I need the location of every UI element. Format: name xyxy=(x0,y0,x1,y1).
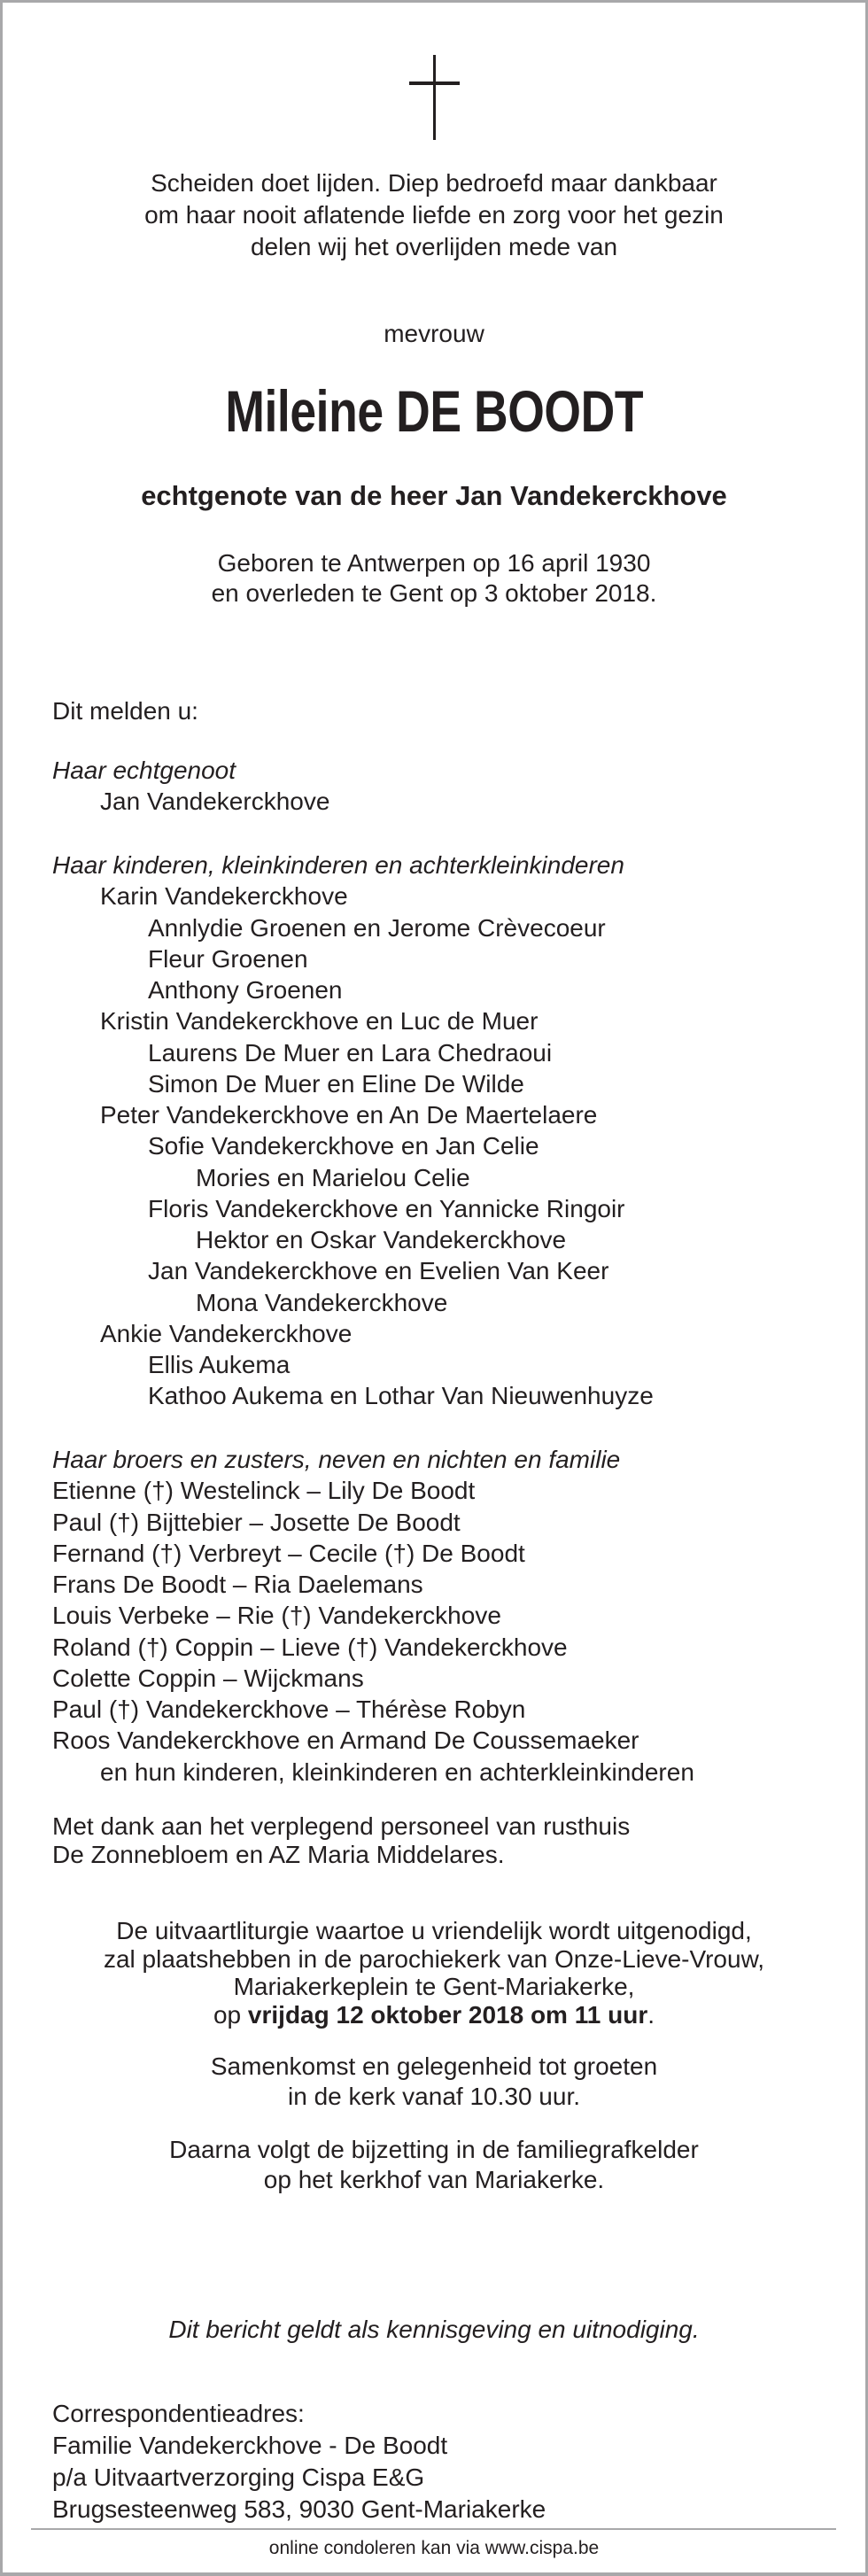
family-list xyxy=(52,1475,694,1756)
burial-line: Daarna volgt de bijzetting in de familiegrafkelder xyxy=(169,2136,699,2163)
grandchild-entry: Laurens De Muer en Lara Chedraoui xyxy=(148,1038,553,1067)
date-prefix: op xyxy=(213,2000,248,2029)
grandchild-entry: Simon De Muer en Eline De Wilde xyxy=(148,1069,524,1098)
grandchild-entry: Floris Vandekerckhove en Yannicke Ringoir xyxy=(148,1194,625,1222)
funeral-line: zal plaatshebben in de parochiekerk van Onze-Lieve-Vrouw, xyxy=(103,1944,765,1973)
grandchild-entry: Fleur Groenen xyxy=(148,944,308,973)
thanks-line: De Zonnebloem en AZ Maria Middelares. xyxy=(52,1840,505,1868)
family-entry: Paul (†) Vandekerckhove – Thérèse Robyn xyxy=(52,1695,526,1723)
deceased-name-text: Mileine DE BOODT xyxy=(225,378,643,444)
funeral-info xyxy=(0,1917,868,2029)
spouse-line: echtgenote van de heer Jan Vandekerckhove xyxy=(141,480,727,511)
address-line: Brugsesteenweg 583, 9030 Gent-Mariakerke xyxy=(52,2495,546,2523)
burial-line: op het kerkhof van Mariakerke. xyxy=(263,2166,605,2193)
burial-info xyxy=(0,2135,868,2195)
announce xyxy=(52,695,198,726)
child-entry: Kristin Vandekerckhove en Luc de Muer xyxy=(100,1007,539,1036)
descendants-list xyxy=(52,881,654,1411)
date-suffix: . xyxy=(647,2000,655,2029)
family-entry: Paul (†) Bijttebier – Josette De Boodt xyxy=(52,1508,461,1536)
family-section xyxy=(52,1444,694,1788)
child-entry: Peter Vandekerckhove en An De Maertelaere xyxy=(100,1101,598,1129)
family-entry: Roland (†) Coppin – Lieve (†) Vandekerckhove xyxy=(52,1633,568,1661)
funeral-line: De uitvaartliturgie waartoe u vriendelijk wordt uitgenodigd, xyxy=(116,1917,752,1944)
thanks xyxy=(52,1812,630,1868)
funeral-date-line xyxy=(0,2001,868,2029)
great-grandchild-entry: Mona Vandekerckhove xyxy=(196,1288,448,1316)
grandchild-entry: Jan Vandekerckhove en Evelien Van Keer xyxy=(148,1257,609,1285)
grandchild-entry: Annlydie Groenen en Jerome Crèvecoeur xyxy=(148,913,606,942)
birth-line: Geboren te Antwerpen op 16 april 1930 xyxy=(217,549,651,577)
child-entry: Karin Vandekerckhove xyxy=(100,882,348,911)
spouse-name: Jan Vandekerckhove xyxy=(100,788,330,816)
grandchild-entry: Anthony Groenen xyxy=(148,976,343,1004)
great-grandchild-entry: Mories en Marielou Celie xyxy=(196,1163,470,1191)
death-line: en overleden te Gent op 3 oktober 2018. xyxy=(211,579,657,607)
family-entry: Etienne (†) Westelinck – Lily De Boodt xyxy=(52,1477,476,1505)
section-heading: Haar kinderen, kleinkinderen en achterkleinkinderen xyxy=(52,851,624,879)
thanks-line: Met dank aan het verplegend personeel van rusthuis xyxy=(52,1812,631,1840)
footer-divider xyxy=(31,2528,836,2530)
spouse-section xyxy=(52,755,329,818)
address-line: Familie Vandekerckhove - De Boodt xyxy=(52,2432,448,2459)
intro-line: Scheiden doet lijden. Diep bedroefd maar dankbaar xyxy=(151,169,717,197)
family-entry: Roos Vandekerckhove en Armand De Coussemaeker xyxy=(52,1726,639,1755)
intro-text xyxy=(0,167,868,263)
birth-death xyxy=(0,548,868,609)
family-entry: Frans De Boodt – Ria Daelemans xyxy=(52,1571,423,1598)
cross-horizontal-bar xyxy=(409,81,460,85)
funeral-line: Mariakerkeplein te Gent-Mariakerke, xyxy=(233,1973,635,2000)
funeral-date: vrijdag 12 oktober 2018 om 11 uur xyxy=(247,2000,648,2029)
title-prefix-text: mevrouw xyxy=(384,320,484,347)
great-grandchild-entry: Hektor en Oskar Vandekerckhove xyxy=(196,1226,567,1253)
family-entry: Colette Coppin – Wijckmans xyxy=(52,1664,364,1692)
children-section xyxy=(52,850,654,1412)
section-heading: Haar broers en zusters, neven en nichten en familie xyxy=(52,1446,621,1473)
notice-text: Dit bericht geldt als kennisgeving en uitnodiging. xyxy=(168,2316,700,2343)
intro-line: om haar nooit aflatende liefde en zorg voor het gezin xyxy=(144,201,724,229)
address-line: Correspondentieadres: xyxy=(52,2400,305,2427)
section-heading: Haar echtgenoot xyxy=(52,757,236,784)
family-entry: Fernand (†) Verbreyt – Cecile (†) De Boodt xyxy=(52,1539,525,1567)
family-entry: Louis Verbeke – Rie (†) Vandekerckhove xyxy=(52,1602,501,1630)
child-entry: Ankie Vandekerckhove xyxy=(100,1319,353,1347)
deceased-name xyxy=(0,376,868,446)
announce-text: Dit melden u: xyxy=(52,697,198,725)
correspondence-address xyxy=(52,2398,546,2526)
gathering-line: in de kerk vanaf 10.30 uur. xyxy=(288,2083,580,2110)
footer-text: online condoleren kan via www.cispa.be xyxy=(268,2538,600,2558)
notice xyxy=(0,2315,868,2345)
title-prefix xyxy=(0,318,868,350)
address-line: p/a Uitvaartverzorging Cispa E&G xyxy=(52,2463,425,2491)
family-closing: en hun kinderen, kleinkinderen en achterkleinkinderen xyxy=(100,1757,694,1786)
grandchild-entry: Ellis Aukema xyxy=(148,1351,291,1378)
gathering-line: Samenkomst en gelegenheid tot groeten xyxy=(210,2052,658,2080)
grandchild-entry: Sofie Vandekerckhove en Jan Celie xyxy=(148,1132,539,1160)
cross-vertical-bar xyxy=(433,55,436,140)
gathering-info xyxy=(0,2052,868,2112)
intro-line: delen wij het overlijden mede van xyxy=(250,233,618,260)
grandchild-entry: Kathoo Aukema en Lothar Van Nieuwenhuyze xyxy=(148,1382,654,1410)
